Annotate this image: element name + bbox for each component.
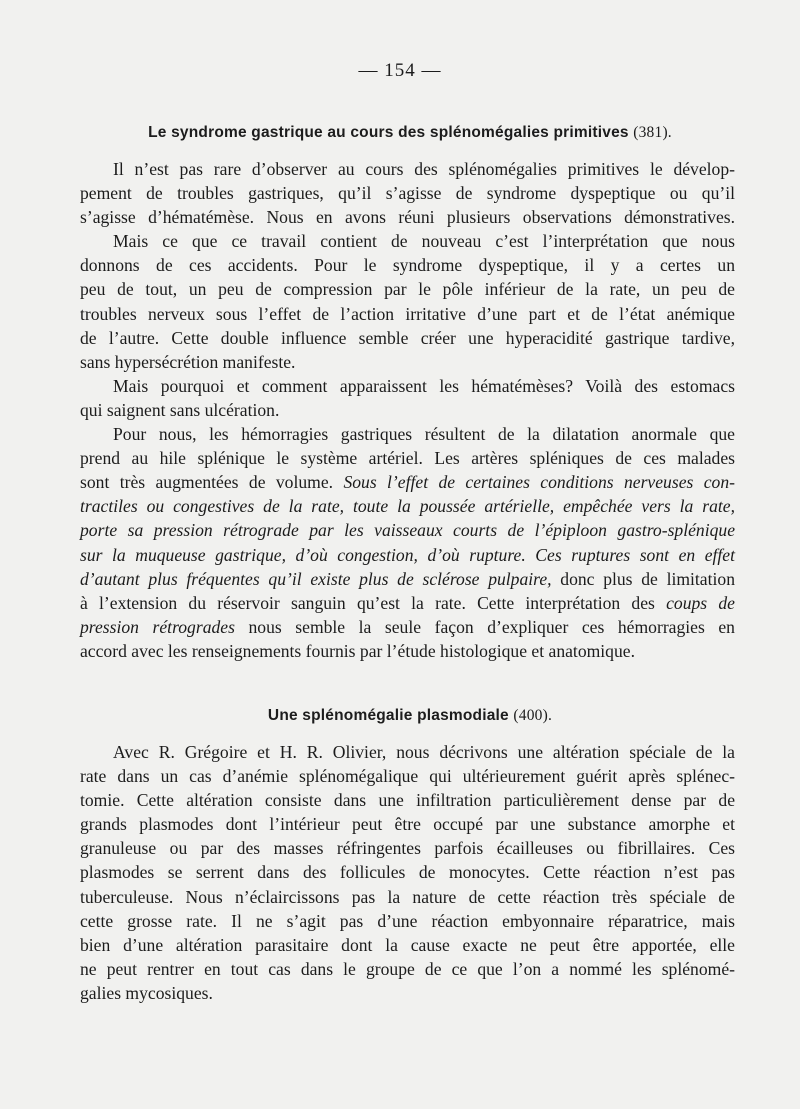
- text-line: Mais pourquoi et comment apparaissent les hématémèses? Voilà des estomacs: [113, 375, 735, 396]
- text-line: ne peut rentrer en tout cas dans le groupe de ce que l’on a nommé les splénomé-: [80, 958, 735, 979]
- text-line: accord avec les renseignements fournis par l’étude histologique et anatomique.: [80, 640, 635, 661]
- text-line: grands plasmodes dont l’intérieur peut être occupé par une substance amorphe et: [80, 814, 735, 835]
- section-title-text: Le syndrome gastrique au cours des splénomégalies primitives: [148, 124, 629, 141]
- text-line: cette grosse rate. Il ne s’agit pas d’une réaction embyonnaire réparatrice, mais: [80, 910, 735, 931]
- text-segment: donc plus de limitation: [560, 568, 735, 589]
- text-line: Mais ce que ce travail contient de nouveau c’est l’interprétation que nous: [113, 231, 735, 252]
- italic-line: porte sa pression rétrograde par les vaisseaux courts de l’épiploon gastro-splénique: [80, 520, 735, 541]
- text-line: [80, 567, 735, 591]
- text-line: Il n’est pas rare d’observer au cours des splénomégalies primitives le dévelop-: [113, 159, 735, 179]
- section-title-text: Une splénomégalie plasmodiale: [267, 707, 509, 724]
- section-reference: (400).: [513, 707, 553, 724]
- text-segment: à l’extension du réservoir sanguin qu’est la rate. Cette interprétation des: [80, 592, 655, 613]
- text-line: rate dans un cas d’anémie splénomégalique qui ultérieurement guérit après splénec-: [80, 766, 735, 787]
- text-line: tomie. Cette altération consiste dans une infiltration particulièrement dense par de: [80, 790, 735, 811]
- text-line: sans hypersécrétion manifeste.: [80, 351, 296, 372]
- text-line: s’agisse d’hématémèse. Nous en avons réuni plusieurs observations démonstratives.: [80, 207, 735, 228]
- italic-line: sur la muqueuse gastrique, d’où congestion, d’où rupture. Ces ruptures sont en effet: [80, 544, 735, 565]
- text-line: pement de troubles gastriques, qu’il s’agisse de syndrome dyspeptique ou qu’il: [80, 183, 735, 204]
- text-line: granuleuse ou par des masses réfringentes parfois écailleuses ou fibrillaires. Ces: [80, 838, 735, 859]
- text-line: bien d’une altération parasitaire dont la cause exacte ne peut être apportée, elle: [80, 934, 735, 955]
- italic-segment: Sous l’effet de certaines conditions nerveuses con-: [343, 472, 735, 493]
- text-line: Pour nous, les hémorragies gastriques résultent de la dilatation anormale que: [113, 424, 735, 445]
- italic-segment: coups de: [666, 592, 735, 613]
- text-line: de l’autre. Cette double influence semble créer une hyperacidité gastrique tardive,: [80, 327, 735, 348]
- text-line: troubles nerveux sous l’effet de l’action irritative d’une part et de l’état anémique: [80, 303, 735, 324]
- text-line: [80, 615, 735, 639]
- text-line: prend au hile splénique le système artériel. Les artères spléniques de ces malades: [80, 448, 735, 469]
- italic-segment: d’autant plus fréquentes qu’il existe plus de sclérose pulpaire,: [80, 568, 552, 589]
- text-line: tuberculeuse. Nous n’éclaircissons pas la nature de cette réaction très spéciale de: [80, 886, 735, 907]
- section-reference: (381).: [633, 124, 672, 141]
- section-body-plasmodial-splenomegaly: [80, 740, 735, 1005]
- section-title-gastric-syndrome: [80, 124, 740, 142]
- italic-line: tractiles ou congestives de la rate, toute la poussée artérielle, empêchée vers la rate,: [80, 496, 735, 517]
- section-title-plasmodial-splenomegaly: [80, 707, 740, 725]
- text-line: donnons de ces accidents. Pour le syndrome dyspeptique, il y a certes un: [80, 255, 735, 276]
- text-line: peu de tout, un peu de compression par le pôle inférieur de la rate, un peu de: [80, 279, 735, 300]
- section-body-gastric-syndrome: [80, 157, 735, 663]
- text-line: Avec R. Grégoire et H. R. Olivier, nous décrivons une altération spéciale de la: [113, 742, 735, 762]
- italic-segment: pression rétrogrades: [80, 616, 235, 637]
- text-line: galies mycosiques.: [80, 982, 213, 1003]
- text-line: [80, 591, 735, 615]
- text-line: qui saignent sans ulcération.: [80, 399, 280, 420]
- text-segment: nous semble la seule façon d’expliquer ces hémorragies en: [248, 616, 735, 637]
- text-segment: sont très augmentées de volume.: [80, 472, 334, 493]
- text-line: plasmodes se serrent dans des follicules de monocytes. Cette réaction n’est pas: [80, 862, 735, 883]
- page-number: — 154 —: [358, 60, 442, 81]
- text-line: [80, 470, 735, 494]
